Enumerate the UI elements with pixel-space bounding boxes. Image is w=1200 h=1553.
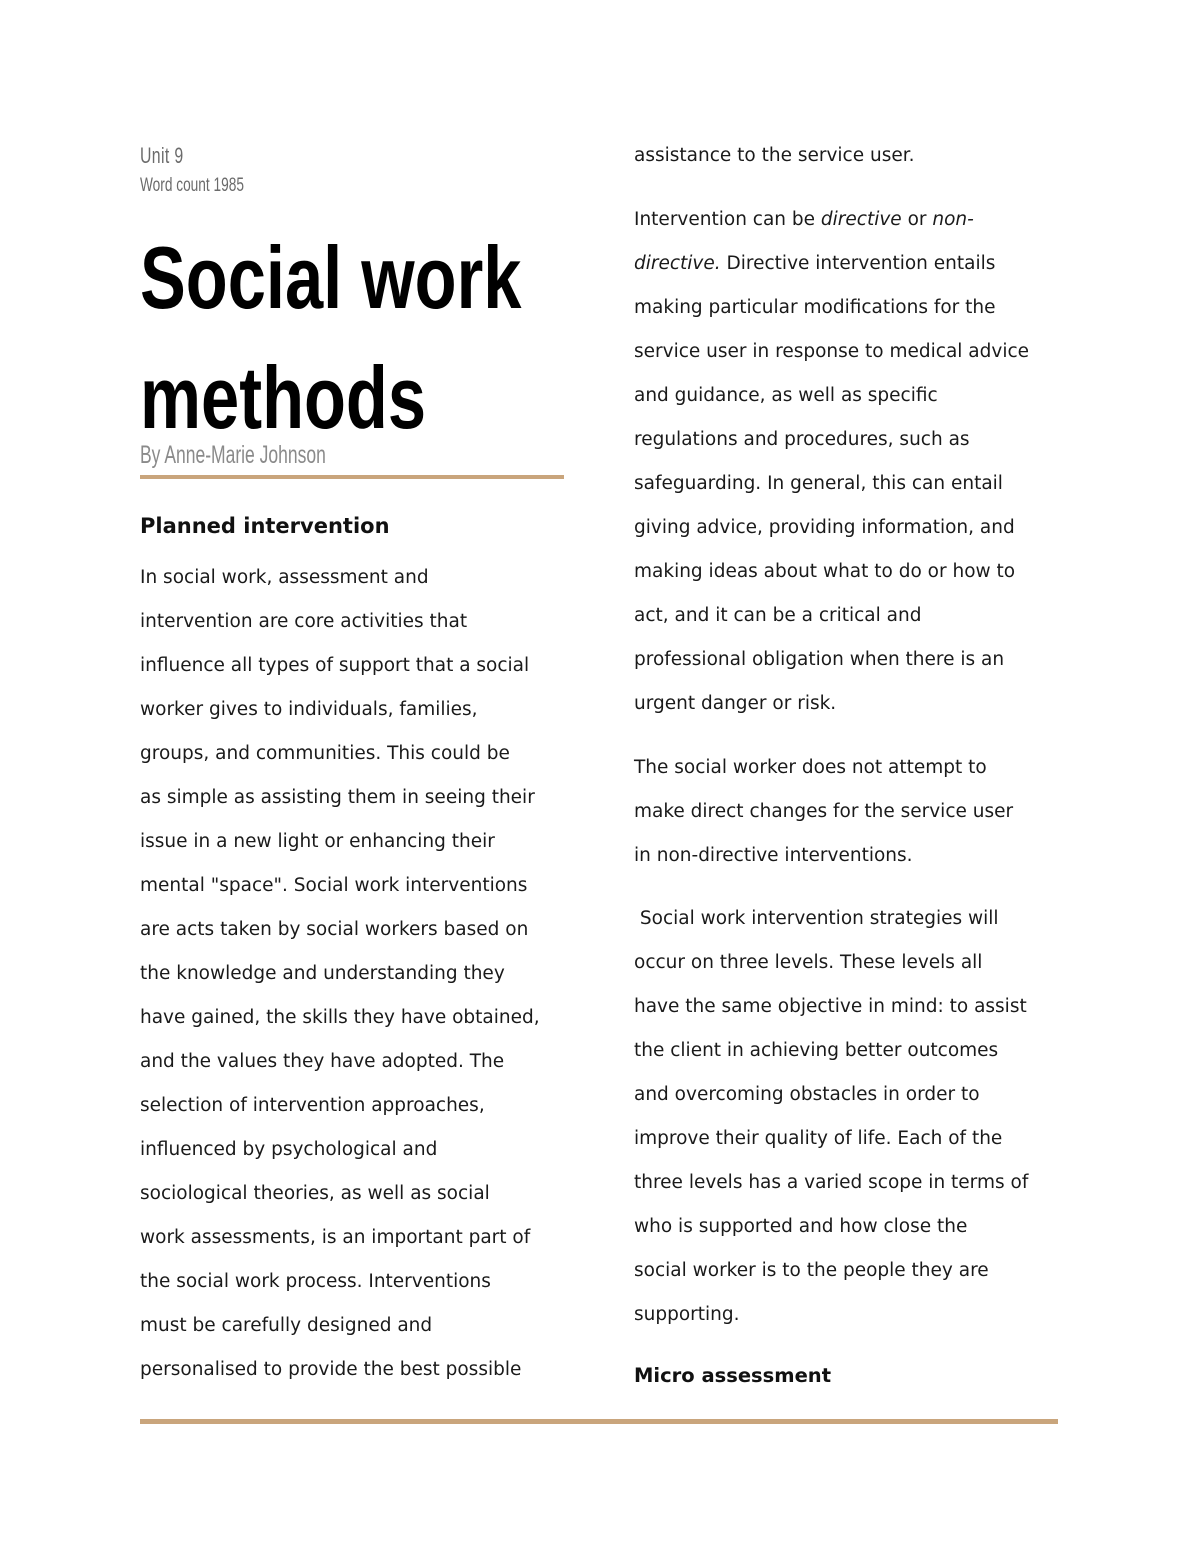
paragraph-line: as simple as assisting them in seeing their bbox=[140, 787, 535, 808]
paragraph-line: improve their quality of life. Each of the bbox=[634, 1128, 1003, 1149]
paragraph-line: sociological theories, as well as social bbox=[140, 1183, 490, 1204]
paragraph-line: urgent danger or risk. bbox=[634, 693, 837, 714]
paragraph-line: influenced by psychological and bbox=[140, 1139, 438, 1160]
unit-label: Unit 9 bbox=[140, 143, 184, 168]
footer-divider bbox=[140, 1419, 1058, 1424]
paragraph-line: regulations and procedures, such as bbox=[634, 429, 970, 450]
paragraph-line: and guidance, as well as specific bbox=[634, 385, 938, 406]
paragraph-line: must be carefully designed and bbox=[140, 1315, 433, 1336]
three-levels-paragraph bbox=[634, 897, 1074, 1337]
paragraph-line: the social work process. Interventions bbox=[140, 1271, 491, 1292]
paragraph-line: influence all types of support that a social bbox=[140, 655, 530, 676]
author-byline: By Anne-Marie Johnson bbox=[140, 441, 326, 469]
emphasis-non: non- bbox=[932, 209, 974, 230]
paragraph-line: Social work intervention strategies will bbox=[634, 908, 999, 929]
paragraph-line: work assessments, is an important part of bbox=[140, 1227, 531, 1248]
paragraph-line bbox=[634, 198, 1074, 242]
title-line-2: methods bbox=[140, 348, 427, 447]
paragraph-line: intervention are core activities that bbox=[140, 611, 468, 632]
text-run: Intervention can be bbox=[634, 209, 821, 230]
paragraph-line: The social worker does not attempt to bbox=[634, 757, 987, 778]
paragraph-line: in non-directive interventions. bbox=[634, 845, 913, 866]
paragraph-line: assistance to the service user. bbox=[634, 145, 915, 166]
paragraph-line: the client in achieving better outcomes bbox=[634, 1040, 999, 1061]
paragraph-line: professional obligation when there is an bbox=[634, 649, 1005, 670]
word-count: Word count 1985 bbox=[140, 175, 244, 196]
paragraph-line: who is supported and how close the bbox=[634, 1216, 968, 1237]
text-run: or bbox=[901, 209, 933, 230]
section-heading-planned-intervention: Planned intervention bbox=[140, 514, 390, 538]
paragraph-line: mental "space". Social work interventions bbox=[140, 875, 528, 896]
text-run: Directive intervention entails bbox=[720, 253, 996, 274]
emphasis-directive: directive bbox=[820, 209, 902, 230]
paragraph-line: In social work, assessment and bbox=[140, 567, 429, 588]
directive-paragraph bbox=[634, 198, 1074, 726]
paragraph-line: safeguarding. In general, this can entail bbox=[634, 473, 1003, 494]
paragraph-line: supporting. bbox=[634, 1304, 740, 1325]
paragraph-line: three levels has a varied scope in terms of bbox=[634, 1172, 1029, 1193]
paragraph-line: act, and it can be a critical and bbox=[634, 605, 922, 626]
section-heading-micro-assessment: Micro assessment bbox=[634, 1364, 832, 1387]
paragraph-line: are acts taken by social workers based on bbox=[140, 919, 529, 940]
paragraph-line: and overcoming obstacles in order to bbox=[634, 1084, 980, 1105]
paragraph-line: make direct changes for the service user bbox=[634, 801, 1014, 822]
intro-paragraph bbox=[140, 556, 580, 1392]
continuation-paragraph bbox=[634, 134, 1074, 178]
paragraph-line: selection of intervention approaches, bbox=[140, 1095, 485, 1116]
paragraph-line: groups, and communities. This could be bbox=[140, 743, 510, 764]
paragraph-line: making particular modifications for the bbox=[634, 297, 996, 318]
header-divider bbox=[140, 475, 564, 479]
paragraph-line: giving advice, providing information, and bbox=[634, 517, 1015, 538]
paragraph-line: personalised to provide the best possible bbox=[140, 1359, 522, 1380]
paragraph-line: and the values they have adopted. The bbox=[140, 1051, 505, 1072]
emphasis-directive-2: directive. bbox=[634, 253, 721, 274]
non-directive-paragraph bbox=[634, 746, 1074, 878]
paragraph-line: service user in response to medical advice bbox=[634, 341, 1030, 362]
paragraph-line: occur on three levels. These levels all bbox=[634, 952, 983, 973]
paragraph-line: making ideas about what to do or how to bbox=[634, 561, 1016, 582]
paragraph-line: issue in a new light or enhancing their bbox=[140, 831, 495, 852]
paragraph-line: have the same objective in mind: to assist bbox=[634, 996, 1027, 1017]
paragraph-line: have gained, the skills they have obtained, bbox=[140, 1007, 540, 1028]
paragraph-line bbox=[634, 242, 1074, 286]
document-title bbox=[140, 218, 521, 458]
paragraph-line: the knowledge and understanding they bbox=[140, 963, 505, 984]
paragraph-line: social worker is to the people they are bbox=[634, 1260, 989, 1281]
paragraph-line: worker gives to individuals, families, bbox=[140, 699, 478, 720]
title-line-1: Social work bbox=[140, 228, 522, 327]
